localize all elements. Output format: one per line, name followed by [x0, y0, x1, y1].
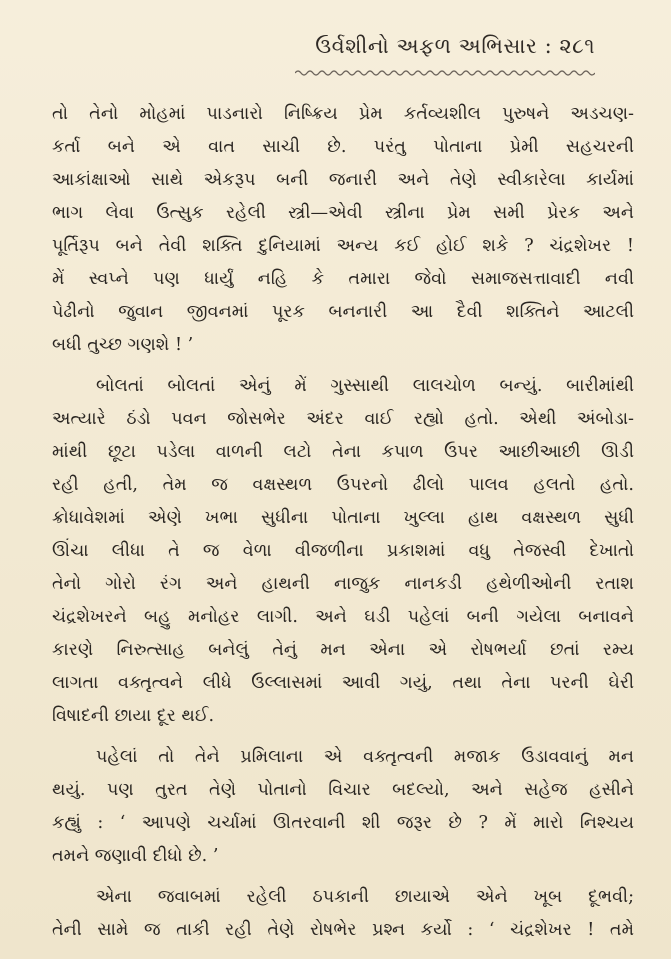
text-line: અત્યારે ઠંડો પવન જોસભેર અંદર વાઈ રહ્યો હતો. એથી અંબોડા- [52, 409, 634, 429]
paragraph-3 [52, 741, 634, 873]
paragraph-gap [52, 362, 634, 370]
text-line: તો તેનો મોહમાં પાડનારો નિષ્ક્રિય પ્રેમ કર્તવ્યશીલ પુરુષને અડચણ- [52, 104, 634, 124]
text-line: ચંદ્રશેખરને બહુ મનોહર લાગી. અને ઘડી પહેલાં બની ગયેલા બનાવને [52, 607, 634, 627]
text-line: ક્રોધાવેશમાં એણે ખભા સુધીના પોતાના ખુલ્લા હાથ વક્ષસ્થળ સુધી [52, 508, 634, 528]
header-wavy-rule [295, 68, 595, 78]
text-line: પહેલાં તો તેને પ્રમિલાના એ વક્તૃત્વની મજાક ઉડાવવાનું મન [96, 747, 634, 767]
paragraph-gap [52, 873, 634, 881]
text-line: કારણે નિરુત્સાહ બનેલું તેનું મન એના એ રોષભર્યા છતાં રમ્ય [52, 640, 634, 660]
paragraph-gap [52, 733, 634, 741]
paragraph-2 [52, 370, 634, 733]
text-line: કર્તા બને એ વાત સાચી છે. પરંતુ પોતાના પ્રેમી સહચરની [52, 137, 634, 157]
text-line: કહ્યું : ‘ આપણે ચર્ચામાં ઊતરવાની શી જરૂર છે ? મેં મારો નિશ્ચય [52, 813, 634, 833]
text-line: તેનો ગોરો રંગ અને હાથની નાજુક નાનકડી હથેળીઓની રતાશ [52, 574, 634, 594]
text-line: વિષાદની છાયા દૂર થઈ. [52, 706, 215, 726]
text-line: ઊંચા લીધા તે જ વેળા વીજળીના પ્રકાશમાં વધુ તેજસ્વી દેખાતો [52, 541, 634, 561]
text-line: એના જવાબમાં રહેલી ઠપકાની છાયાએ એને ખૂબ દૂભવી; [96, 887, 634, 907]
body-text [52, 98, 634, 947]
text-line: આકાંક્ષાઓ સાથે એકરૂપ બની જનારી અને તેણે સ્વીકારેલા કાર્યમાં [52, 170, 634, 190]
text-line: તેની સામે જ તાકી રહી તેણે રોષભેર પ્રશ્ન કર્યો : ‘ ચંદ્રશેખર ! તમે [52, 920, 634, 940]
text-line: રહી હતી, તેમ જ વક્ષસ્થળ ઉપરનો ઢીલો પાલવ હલતો હતો. [52, 475, 634, 495]
text-line: લાગતા વક્તૃત્વને લીધે ઉલ્લાસમાં આવી ગયું, તથા તેના પરની ઘેરી [52, 673, 634, 693]
text-line: બોલતાં બોલતાં એનું મેં ગુસ્સાથી લાલચોળ બન્યું. બારીમાંથી [96, 376, 634, 396]
text-line: પૂર્તિરૂપ બને તેવી શક્તિ દુનિયામાં અન્ય કઈ હોઈ શકે ? ચંદ્રશેખર ! [52, 236, 634, 256]
paragraph-1 [52, 98, 634, 362]
text-line: બધી તુચ્છ ગણશે ! ’ [52, 335, 194, 355]
paragraph-4 [52, 881, 634, 947]
text-line: થયું. પણ તુરત તેણે પોતાનો વિચાર બદલ્યો, અને સહેજ હસીને [52, 780, 634, 800]
text-line: માંથી છૂટા પડેલા વાળની લટો તેના કપાળ ઉપર આછીઆછી ઊડી [52, 442, 634, 462]
running-head: ઉર્વશીનો અફળ અભિસાર : ૨૮૧ [315, 34, 595, 58]
text-line: ભાગ લેવા ઉત્સુક રહેલી સ્ત્રી—એવી સ્ત્રીના પ્રેમ સમી પ્રેરક અને [52, 203, 634, 223]
text-line: તમને જણાવી દીધો છે. ’ [52, 846, 219, 866]
text-line: પેઢીનો જુવાન જીવનમાં પૂરક બનનારી આ દૈવી શક્તિને આટલી [52, 302, 634, 322]
text-line: મેં સ્વપ્ને પણ ધાર્યું નહિ કે તમારા જેવો સમાજસત્તાવાદી નવી [52, 269, 634, 289]
